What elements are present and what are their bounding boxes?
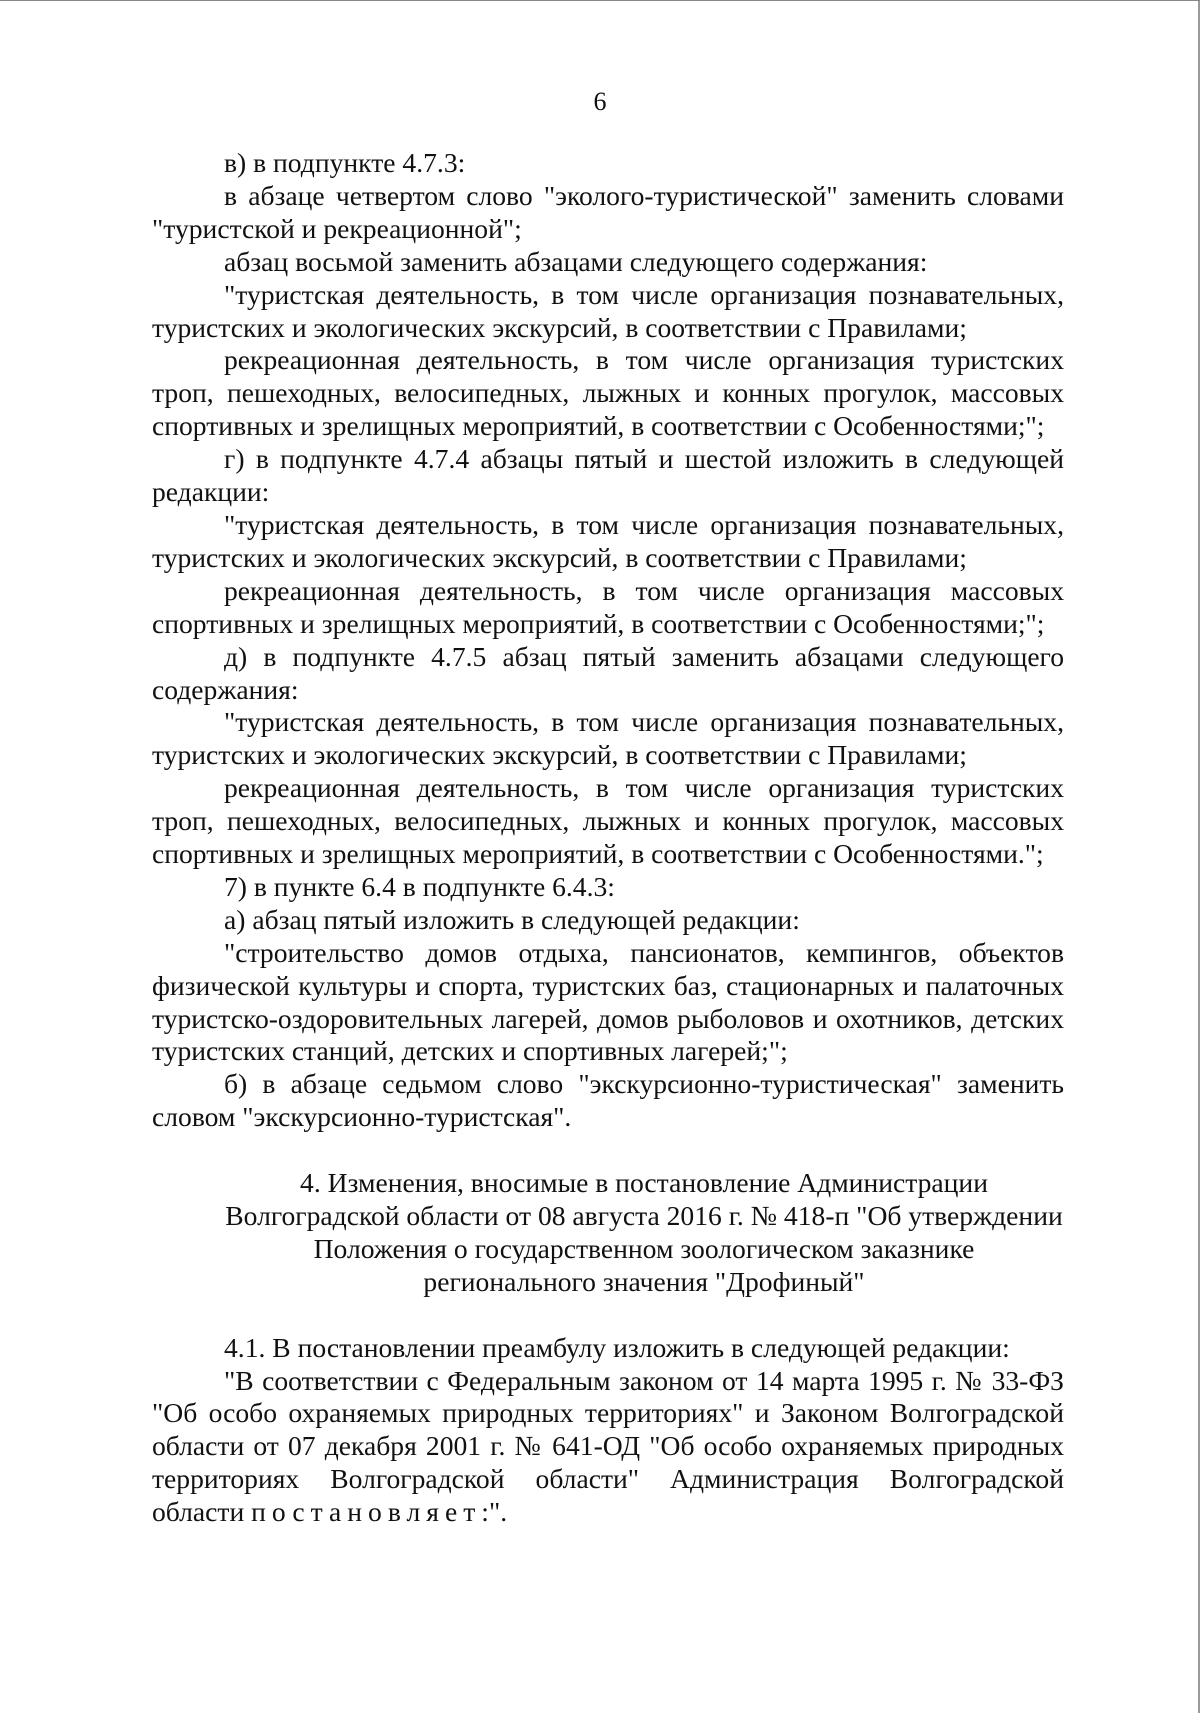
paragraph: в абзаце четвертом слово "эколого-туристической" заменить словами "туристской и рекреационной"; bbox=[152, 179, 1064, 244]
paragraph: г) в подпункте 4.7.4 абзацы пятый и шестой изложить в следующей редакции: bbox=[152, 443, 1064, 508]
section-heading-line: регионального значения "Дрофиный" bbox=[423, 1265, 865, 1297]
paragraph: абзац восьмой заменить абзацами следующего содержания: bbox=[224, 245, 928, 277]
paragraph: рекреационная деятельность, в том числе организация туристских троп, пешеходных, велосипедных, лыжных и конных прогулок, массовых спортивных и зрелищных мероприятий, в соответствии с Особенностями."; bbox=[152, 772, 1064, 870]
preamble-spaced-word: постановляет bbox=[251, 1496, 482, 1528]
section-heading bbox=[152, 1167, 1064, 1299]
paragraph: "туристская деятельность, в том числе организация познавательных, туристских и экологических экскурсий, в соответствии с Правилами; bbox=[152, 706, 1064, 771]
paragraph: 7) в пункте 6.4 в подпункте 6.4.3: bbox=[224, 870, 615, 902]
paragraph: а) абзац пятый изложить в следующей редакции: bbox=[224, 903, 800, 935]
document-body bbox=[152, 147, 1064, 1529]
paragraph: рекреационная деятельность, в том числе организация массовых спортивных и зрелищных мероприятий, в соответствии с Особенностями;"; bbox=[152, 574, 1064, 639]
paragraph: "строительство домов отдыха, пансионатов, кемпингов, объектов физической культуры и спорта, туристских баз, стационарных и палаточных туристско-оздоровительных лагерей, домов рыболовов и охотников, детских туристских станций, детских и спортивных лагерей;"; bbox=[152, 936, 1064, 1067]
paragraph: рекреационная деятельность, в том числе организация туристских троп, пешеходных, велосипедных, лыжных и конных прогулок, массовых спортивных и зрелищных мероприятий, в соответствии с Особенностями;"; bbox=[152, 344, 1064, 442]
preamble-end: :". bbox=[481, 1496, 508, 1528]
paragraph: в) в подпункте 4.7.3: bbox=[224, 147, 466, 178]
paragraph: "туристская деятельность, в том числе организация познавательных, туристских и экологических экскурсий, в соответствии с Правилами; bbox=[152, 278, 1064, 343]
paragraph: 4.1. В постановлении преамбулу изложить в следующей редакции: bbox=[224, 1331, 1010, 1363]
preamble-text: "В соответствии с Федеральным законом от 14 марта 1995 г. № 33-ФЗ "Об особо охраняемых природных территориях" и Законом Волгоградской области от 07 декабря 2001 г. № 641-ОД "Об особо охраняемых природных территориях Волгоградской области" Администрация Волгоградской области bbox=[152, 1364, 1064, 1528]
paragraph: б) в абзаце седьмом слово "экскурсионно-туристическая" заменить словом "экскурсионно-туристская". bbox=[152, 1068, 1064, 1133]
paragraph: д) в подпункте 4.7.5 абзац пятый заменить абзацами следующего содержания: bbox=[152, 640, 1064, 705]
section-heading-line: 4. Изменения, вносимые в постановление Администрации bbox=[300, 1167, 988, 1199]
section-heading-line: Положения о государственном зоологическом заказнике bbox=[313, 1232, 975, 1264]
preamble-paragraph bbox=[152, 1365, 1064, 1530]
page-number: 6 bbox=[593, 87, 607, 116]
section-heading-line: Волгоградской области от 08 августа 2016 г. № 418-п "Об утверждении bbox=[225, 1199, 1063, 1231]
paragraph: "туристская деятельность, в том числе организация познавательных, туристских и экологических экскурсий, в соответствии с Правилами; bbox=[152, 508, 1064, 573]
